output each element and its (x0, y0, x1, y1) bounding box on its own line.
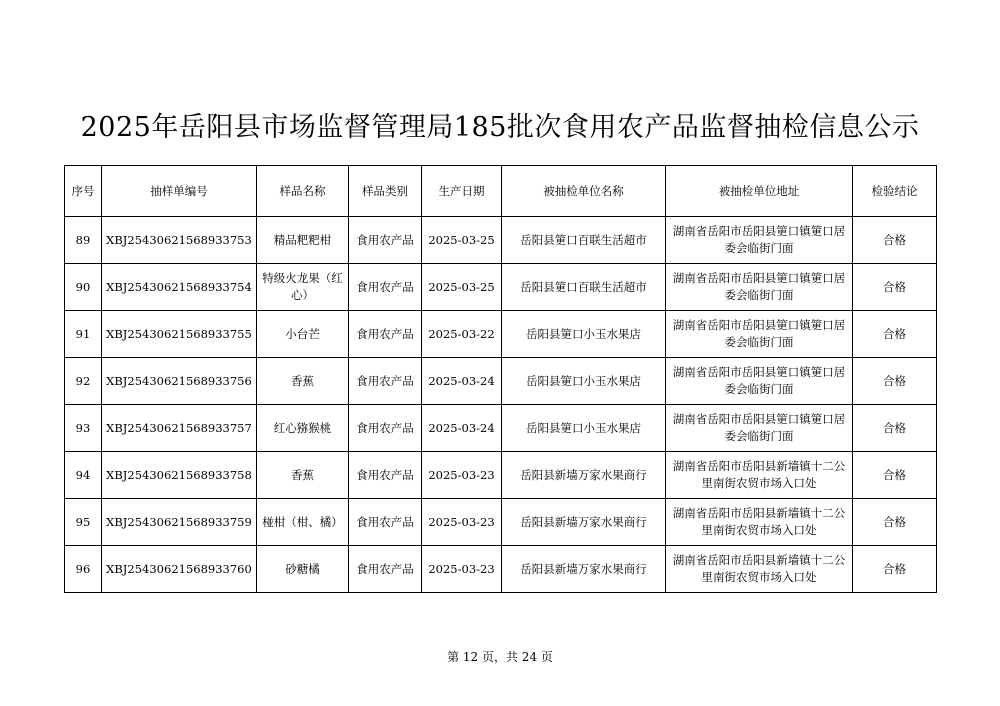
cell-sample-name: 特级火龙果（红心） (257, 264, 349, 311)
cell-sample-category: 食用农产品 (349, 311, 422, 358)
cell-unit-name: 岳阳县筻口小玉水果店 (502, 405, 666, 452)
cell-unit-address: 湖南省岳阳市岳阳县筻口镇筻口居委会临街门面 (666, 264, 853, 311)
cell-conclusion: 合格 (853, 264, 937, 311)
cell-unit-address: 湖南省岳阳市岳阳县筻口镇筻口居委会临街门面 (666, 358, 853, 405)
page-footer: 第 12 页，共 24 页 (447, 650, 553, 664)
cell-production-date: 2025-03-24 (422, 405, 502, 452)
inspection-table (64, 165, 937, 593)
cell-sample-name: 砂糖橘 (257, 546, 349, 593)
cell-unit-name: 岳阳县筻口小玉水果店 (502, 311, 666, 358)
cell-production-date: 2025-03-25 (422, 217, 502, 264)
cell-unit-address: 湖南省岳阳市岳阳县新墙镇十二公里南街农贸市场入口处 (666, 499, 853, 546)
cell-sample-name: 红心猕猴桃 (257, 405, 349, 452)
cell-sample-id: XBJ25430621568933755 (102, 311, 257, 358)
cell-conclusion: 合格 (853, 452, 937, 499)
cell-conclusion: 合格 (853, 405, 937, 452)
header-production-date: 生产日期 (422, 166, 502, 217)
cell-sample-name: 小台芒 (257, 311, 349, 358)
cell-sample-category: 食用农产品 (349, 358, 422, 405)
header-unit-name: 被抽检单位名称 (502, 166, 666, 217)
cell-sample-category: 食用农产品 (349, 405, 422, 452)
cell-sample-id: XBJ25430621568933756 (102, 358, 257, 405)
table-row (65, 264, 937, 311)
cell-sample-id: XBJ25430621568933753 (102, 217, 257, 264)
cell-unit-address: 湖南省岳阳市岳阳县筻口镇筻口居委会临街门面 (666, 311, 853, 358)
header-conclusion: 检验结论 (853, 166, 937, 217)
cell-sample-category: 食用农产品 (349, 452, 422, 499)
cell-sample-id: XBJ25430621568933757 (102, 405, 257, 452)
cell-production-date: 2025-03-22 (422, 311, 502, 358)
cell-conclusion: 合格 (853, 311, 937, 358)
cell-serial: 89 (65, 217, 102, 264)
header-sample-name: 样品名称 (257, 166, 349, 217)
table-row (65, 311, 937, 358)
cell-production-date: 2025-03-24 (422, 358, 502, 405)
table-row (65, 499, 937, 546)
cell-unit-name: 岳阳县新墙万家水果商行 (502, 452, 666, 499)
cell-sample-name: 香蕉 (257, 358, 349, 405)
cell-conclusion: 合格 (853, 358, 937, 405)
cell-sample-category: 食用农产品 (349, 499, 422, 546)
header-sample-category: 样品类别 (349, 166, 422, 217)
cell-unit-address: 湖南省岳阳市岳阳县筻口镇筻口居委会临街门面 (666, 217, 853, 264)
table-row (65, 217, 937, 264)
cell-sample-id: XBJ25430621568933759 (102, 499, 257, 546)
cell-production-date: 2025-03-25 (422, 264, 502, 311)
cell-unit-name: 岳阳县筻口小玉水果店 (502, 358, 666, 405)
cell-production-date: 2025-03-23 (422, 499, 502, 546)
cell-serial: 90 (65, 264, 102, 311)
cell-serial: 95 (65, 499, 102, 546)
cell-sample-category: 食用农产品 (349, 546, 422, 593)
cell-unit-address: 湖南省岳阳市岳阳县筻口镇筻口居委会临街门面 (666, 405, 853, 452)
cell-sample-id: XBJ25430621568933760 (102, 546, 257, 593)
cell-production-date: 2025-03-23 (422, 546, 502, 593)
cell-unit-name: 岳阳县筻口百联生活超市 (502, 217, 666, 264)
cell-serial: 94 (65, 452, 102, 499)
header-sample-id: 抽样单编号 (102, 166, 257, 217)
cell-conclusion: 合格 (853, 499, 937, 546)
cell-sample-name: 精品粑粑柑 (257, 217, 349, 264)
document-title: 2025年岳阳县市场监督管理局185批次食用农产品监督抽检信息公示 (80, 112, 920, 143)
cell-unit-address: 湖南省岳阳市岳阳县新墙镇十二公里南街农贸市场入口处 (666, 546, 853, 593)
cell-production-date: 2025-03-23 (422, 452, 502, 499)
cell-unit-name: 岳阳县筻口百联生活超市 (502, 264, 666, 311)
table-row (65, 452, 937, 499)
cell-serial: 91 (65, 311, 102, 358)
cell-sample-category: 食用农产品 (349, 217, 422, 264)
cell-unit-name: 岳阳县新墙万家水果商行 (502, 546, 666, 593)
table-row (65, 546, 937, 593)
cell-conclusion: 合格 (853, 546, 937, 593)
cell-sample-category: 食用农产品 (349, 264, 422, 311)
cell-sample-id: XBJ25430621568933758 (102, 452, 257, 499)
cell-sample-name: 椪柑（柑、橘） (257, 499, 349, 546)
cell-unit-name: 岳阳县新墙万家水果商行 (502, 499, 666, 546)
cell-serial: 92 (65, 358, 102, 405)
table-row (65, 358, 937, 405)
cell-serial: 93 (65, 405, 102, 452)
cell-serial: 96 (65, 546, 102, 593)
header-serial: 序号 (65, 166, 102, 217)
cell-sample-name: 香蕉 (257, 452, 349, 499)
header-unit-address: 被抽检单位地址 (666, 166, 853, 217)
table-header-row (65, 166, 937, 217)
cell-sample-id: XBJ25430621568933754 (102, 264, 257, 311)
cell-unit-address: 湖南省岳阳市岳阳县新墙镇十二公里南街农贸市场入口处 (666, 452, 853, 499)
cell-conclusion: 合格 (853, 217, 937, 264)
table-row (65, 405, 937, 452)
